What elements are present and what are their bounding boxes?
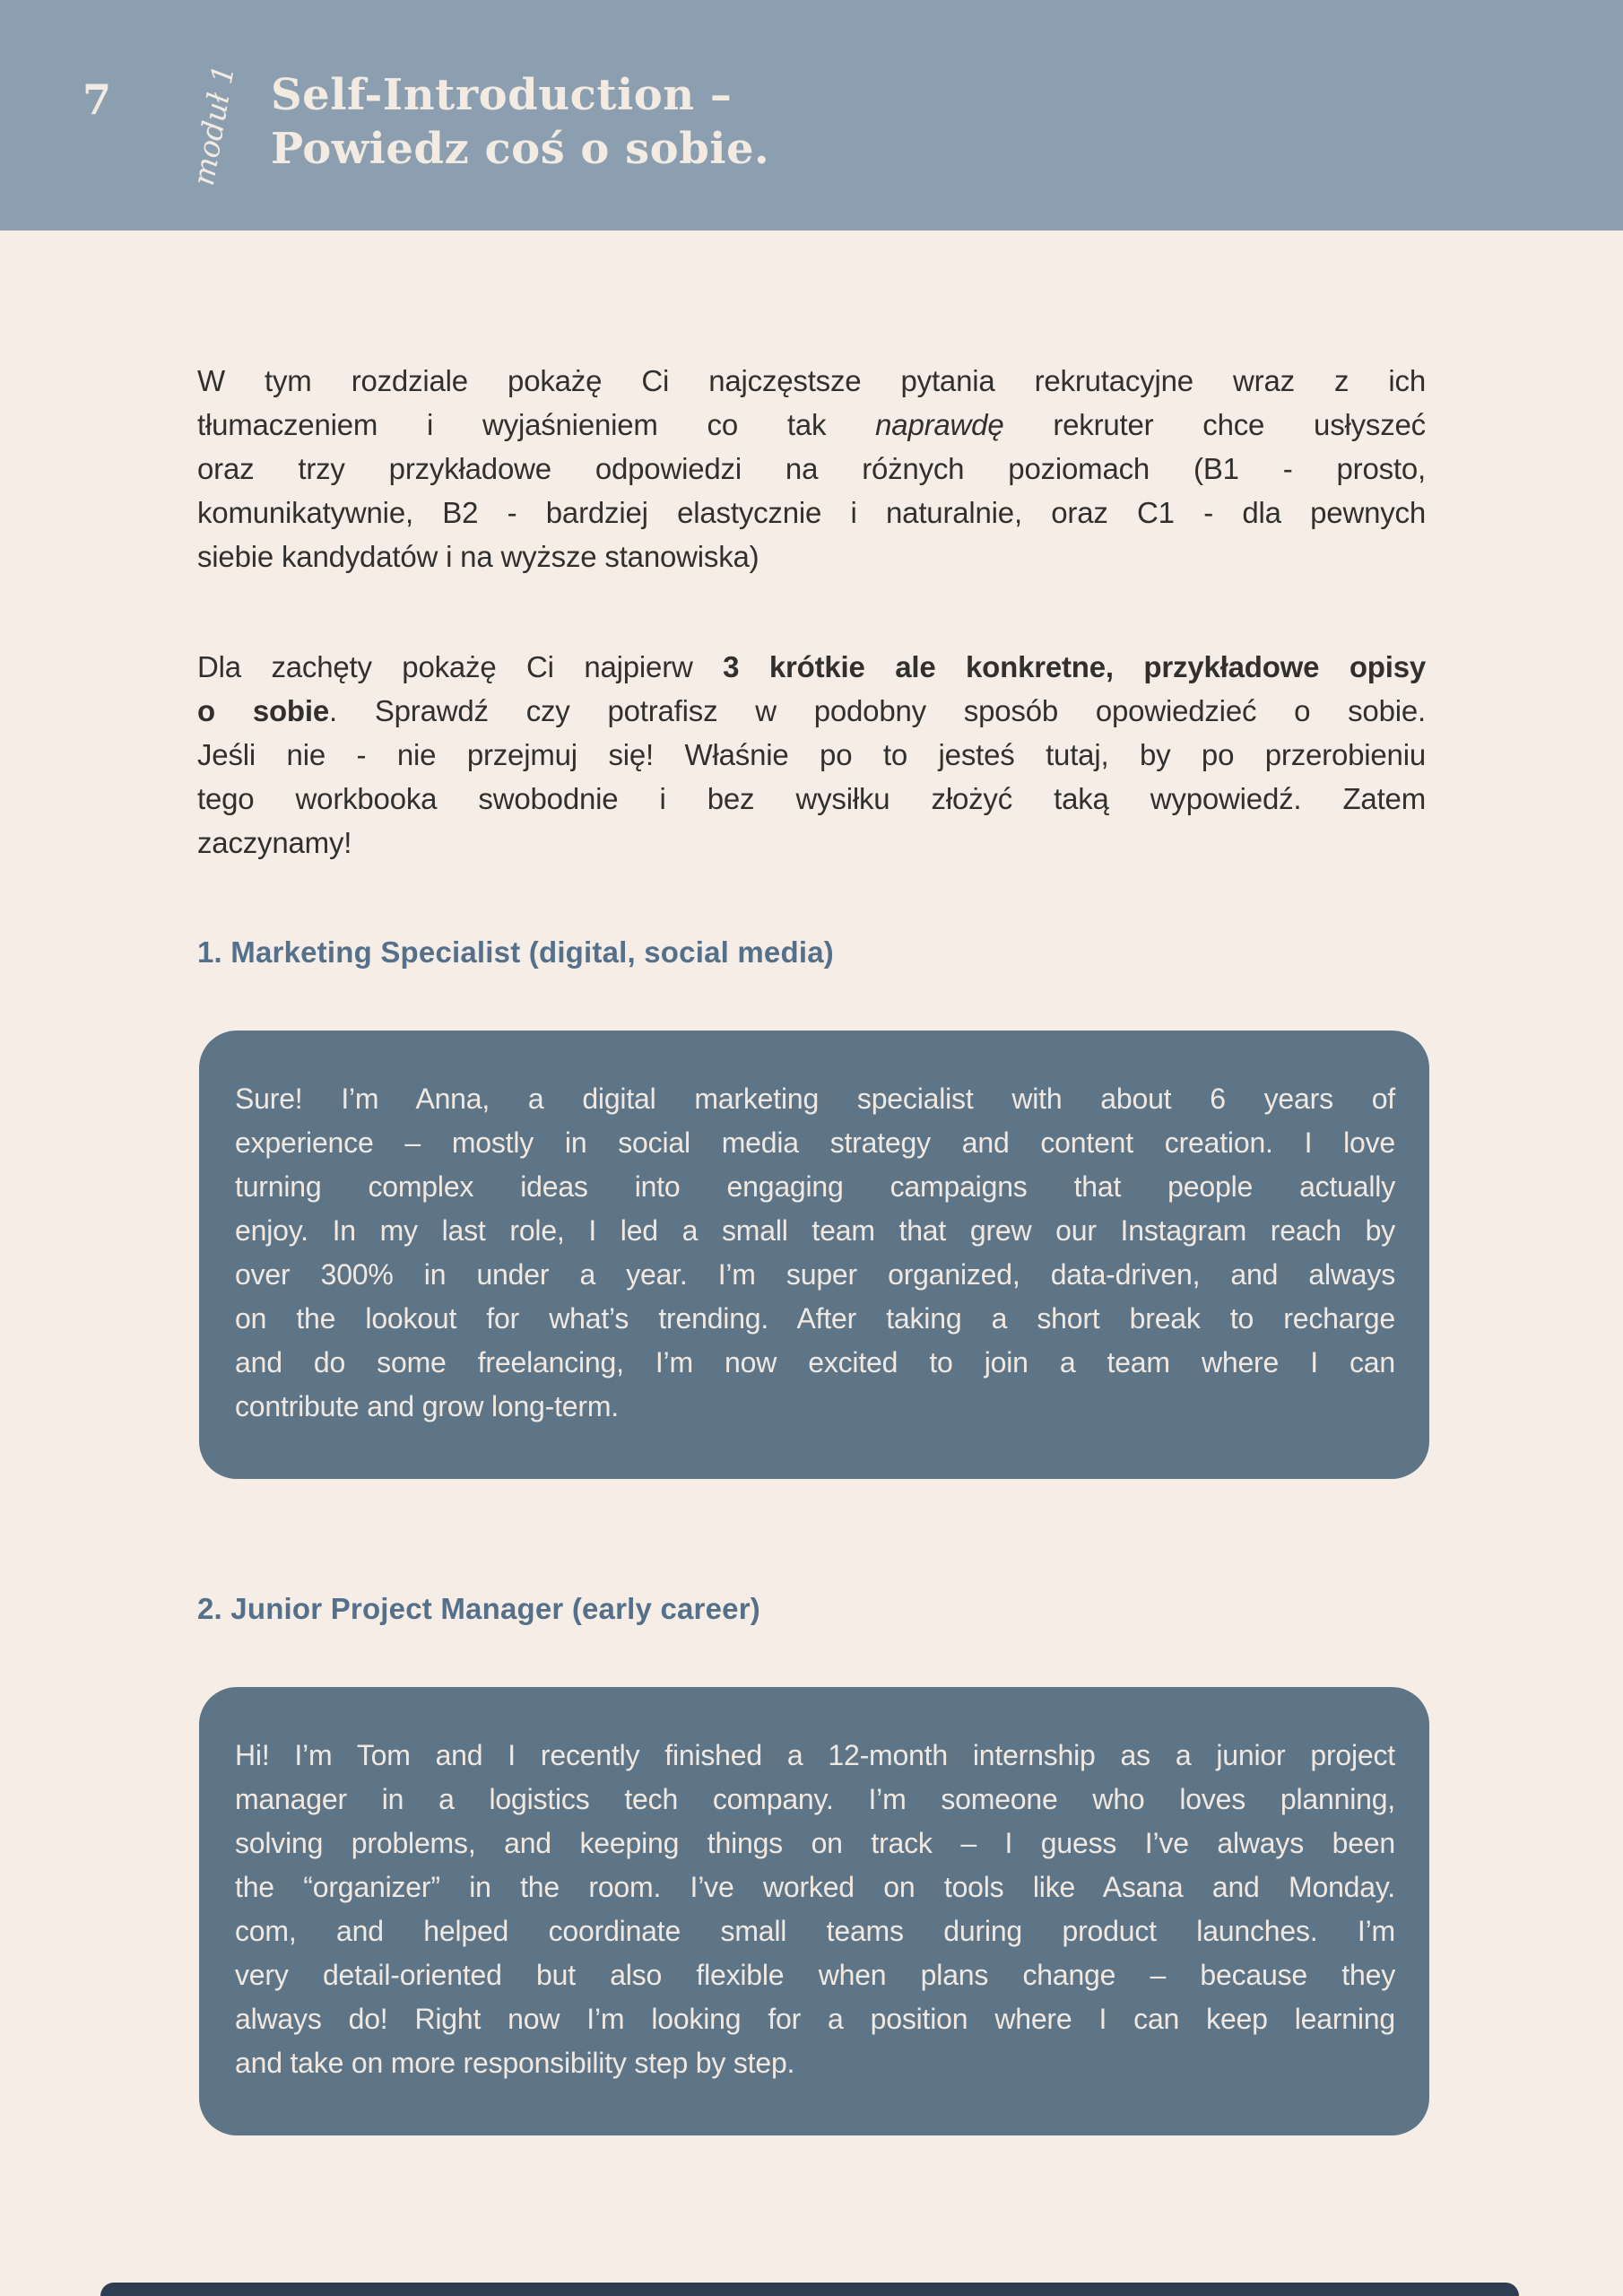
text-line: Jeśli nie - nie przejmuj się! Właśnie po to jesteś tutaj, by po przerobieniu — [197, 738, 1426, 771]
example-answer-card-1 — [199, 1031, 1429, 1479]
section-2-heading: 2. Junior Project Manager (early career) — [197, 1592, 760, 1625]
text-line: the “organizer” in the room. I’ve worked on tools like Asana and Monday. — [235, 1871, 1395, 1903]
page-title — [271, 68, 769, 176]
section-1-heading: 1. Marketing Specialist (digital, social media) — [197, 935, 834, 969]
text-line: siebie kandydatów i na wyższe stanowiska) — [197, 540, 759, 573]
text-line: very detail-oriented but also flexible when plans change – because they — [235, 1959, 1395, 1991]
next-card-peek — [100, 2283, 1519, 2296]
text-line: tłumaczeniem i wyjaśnieniem co tak naprawdę rekruter chce usłyszeć — [197, 408, 1426, 441]
text-line: Hi! I’m Tom and I recently finished a 12-month internship as a junior project — [235, 1739, 1395, 1771]
page-title-line-1: Self-Introduction – — [271, 70, 733, 120]
page-content — [0, 230, 1623, 2135]
text-line: enjoy. In my last role, I led a small team that grew our Instagram reach by — [235, 1214, 1395, 1247]
page-header — [0, 0, 1623, 230]
text-line: turning complex ideas into engaging campaigns that people actually — [235, 1170, 1395, 1203]
page-title-line-2: Powiedz coś o sobie. — [271, 124, 770, 174]
text-line: zaczynamy! — [197, 826, 352, 859]
text-line: tego workbooka swobodnie i bez wysiłku złożyć taką wypowiedź. Zatem — [197, 782, 1426, 815]
text-line: com, and helped coordinate small teams during product launches. I’m — [235, 1915, 1395, 1947]
text-line: manager in a logistics tech company. I’m someone who loves planning, — [235, 1783, 1395, 1815]
text-line: solving problems, and keeping things on track – I guess I’ve always been — [235, 1827, 1395, 1859]
text-line: and do some freelancing, I’m now excited to join a team where I can — [235, 1346, 1395, 1378]
text-line: Sure! I’m Anna, a digital marketing specialist with about 6 years of — [235, 1083, 1395, 1115]
text-line: experience – mostly in social media strategy and content creation. I love — [235, 1126, 1395, 1159]
text-line: oraz trzy przykładowe odpowiedzi na różnych poziomach (B1 - prosto, — [197, 452, 1426, 485]
text-line: and take on more responsibility step by step. — [235, 2047, 795, 2079]
text-line: W tym rozdziale pokażę Ci najczęstsze pytania rekrutacyjne wraz z ich — [197, 364, 1426, 397]
example-answer-card-2 — [199, 1687, 1429, 2135]
page-number: 7 — [82, 75, 112, 124]
text-line: over 300% in under a year. I’m super organized, data-driven, and always — [235, 1258, 1395, 1291]
text-line: on the lookout for what’s trending. After taking a short break to recharge — [235, 1302, 1395, 1335]
text-line: Dla zachęty pokażę Ci najpierw 3 krótkie ale konkretne, przykładowe opisy — [197, 650, 1427, 683]
text-line: always do! Right now I’m looking for a position where I can keep learning — [235, 2003, 1395, 2035]
intro-paragraph-1 — [197, 359, 1426, 578]
intro-paragraph-2 — [197, 645, 1426, 865]
module-label: moduł 1 — [186, 62, 241, 188]
text-line: o sobie. Sprawdź czy potrafisz w podobny sposób opowiedzieć o sobie. — [197, 694, 1426, 727]
text-line: komunikatywnie, B2 - bardziej elastycznie i naturalnie, oraz C1 - dla pewnych — [197, 496, 1426, 529]
text-line: contribute and grow long-term. — [235, 1390, 620, 1422]
